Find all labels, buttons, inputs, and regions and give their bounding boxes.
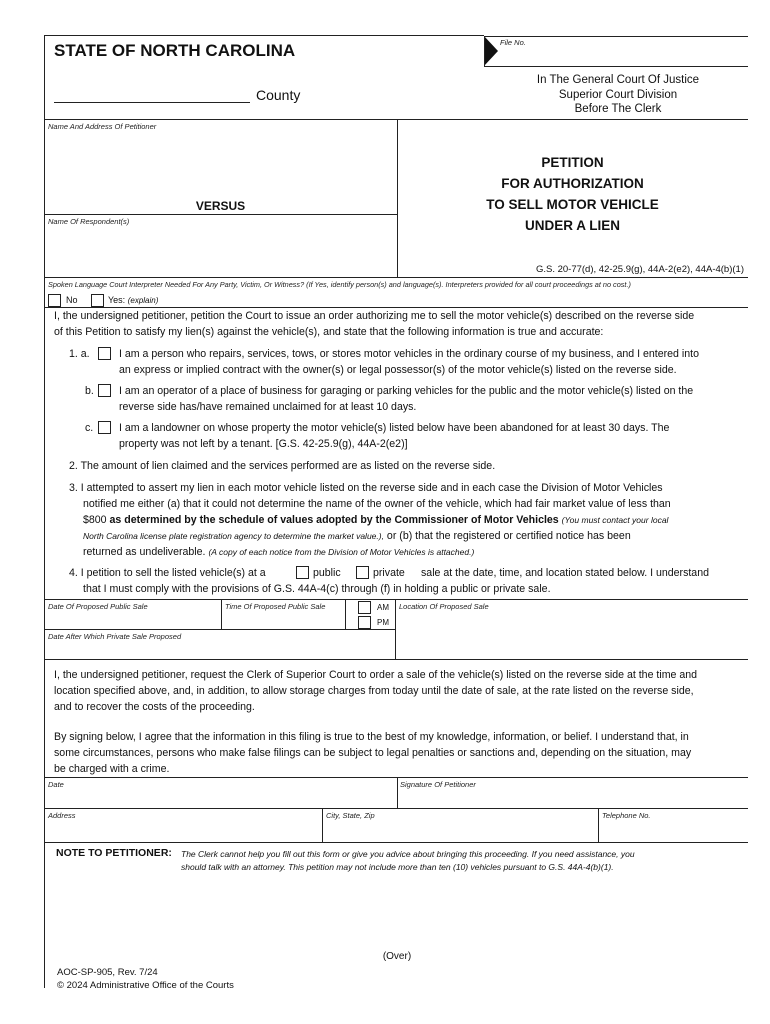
item-1c-line-2: property was not left by a tenant. [G.S. 42-25.9(g), 44A-2(e2)]: [119, 438, 408, 450]
item-1b-label: b.: [85, 385, 94, 397]
interpreter-no-checkbox[interactable]: [48, 294, 61, 307]
county-blank-line[interactable]: [54, 102, 250, 103]
affirm-line-2: some circumstances, persons who make false filings can be subject to legal penalties or sanctions and, depending on the situation, may: [54, 747, 692, 759]
request-line-3: and to recover the costs of the proceeding.: [54, 701, 255, 713]
state-title: STATE OF NORTH CAROLINA: [54, 41, 296, 60]
file-no-field[interactable]: [500, 47, 745, 65]
item-3-line-5: returned as undeliverable.: [83, 546, 206, 558]
sale-date-label: Date Of Proposed Public Sale: [48, 602, 148, 611]
sign-date-label: Date: [48, 780, 64, 789]
intro-line-1: I, the undersigned petitioner, petition the Court to issue an order authorizing me to sell the motor vehicle(s) described on the reverse side: [54, 310, 695, 322]
item-1b-line-1: I am an operator of a place of business for garaging or parking vehicles for the public and the motor vehicle(s) listed on the: [119, 385, 694, 397]
statute-reference: G.S. 20-77(d), 42-25.9(g), 44A-2(e2), 44A-4(b)(1): [535, 264, 744, 275]
petitioner-label: Name And Address Of Petitioner: [48, 122, 157, 131]
city-state-zip-field[interactable]: [326, 822, 595, 840]
item-3-note-a: (You must contact your local: [561, 515, 669, 525]
affirm-line-3: be charged with a crime.: [54, 763, 170, 775]
sale-location-label: Location Of Proposed Sale: [399, 602, 489, 611]
respondent-label: Name Of Respondent(s): [48, 217, 130, 226]
item-4-line-1b: sale at the date, time, and location stated below. I understand: [421, 567, 709, 579]
private-sale-checkbox[interactable]: [356, 566, 369, 579]
form-number: AOC-SP-905, Rev. 7/24: [57, 967, 158, 978]
interpreter-yes-label: Yes:: [108, 295, 126, 305]
public-sale-checkbox[interactable]: [296, 566, 309, 579]
interpreter-question: Spoken Language Court Interpreter Needed For Any Party, Victim, Or Witness? (If Yes, identify person(s) and language(s). Interpreters provided for all court proceedings at no cost.): [48, 280, 631, 289]
item-4-line-1a: 4. I petition to sell the listed vehicle(s) at a: [69, 567, 266, 579]
note-line-2: should talk with an attorney. This petition may not include more than ten (10) vehicles pursuant to G.S. 44A-4(b)(1).: [181, 862, 614, 872]
private-sale-date-field[interactable]: [48, 642, 392, 657]
item-3-note-c: (A copy of each notice from the Division of Motor Vehicles is attached.): [208, 547, 475, 557]
sale-time-label: Time Of Proposed Public Sale: [225, 602, 326, 611]
form-title-line-3: TO SELL MOTOR VEHICLE: [486, 197, 659, 212]
court-line-2: Superior Court Division: [558, 88, 678, 101]
form-title-line-1: PETITION: [541, 155, 604, 170]
form-title-line-4: UNDER A LIEN: [524, 218, 620, 233]
pm-checkbox[interactable]: [358, 616, 371, 629]
public-sale-label: public: [313, 567, 341, 579]
item-3-bold-clause: as determined by the schedule of values adopted by the Commissioner of Motor Vehicles: [109, 514, 559, 526]
telephone-field[interactable]: [602, 822, 745, 840]
interpreter-yes-note: (explain): [127, 296, 159, 305]
item-4-line-2: that I must comply with the provisions of G.S. 44A-4(c) through (f) in holding a public or private sale.: [83, 583, 551, 595]
item-3-line-4: or (b) that the registered or certified notice has been: [386, 530, 631, 542]
court-line-1: In The General Court Of Justice: [536, 74, 700, 86]
note-label: NOTE TO PETITIONER:: [56, 847, 172, 859]
request-line-2: location specified above, and, in addition, to allow storage charges from today until the date of sale, at the rate listed on the reverse side,: [54, 685, 694, 697]
pm-label: PM: [377, 618, 389, 627]
interpreter-explain-field[interactable]: [160, 293, 745, 306]
over-label: (Over): [382, 951, 412, 962]
sign-date-field[interactable]: [48, 790, 393, 806]
sale-date-field[interactable]: [48, 612, 218, 627]
request-line-1: I, the undersigned petitioner, request the Clerk of Superior Court to order a sale of the vehicle(s) listed on the reverse side at the time and: [54, 669, 698, 681]
private-sale-label: private: [373, 567, 405, 579]
item-3-note-b: North Carolina license plate registration agency to determine the market value.),: [83, 531, 384, 541]
item-1a-line-2: an express or implied contract with the owner(s) or legal possessor(s) of the motor vehicle(s) listed on the reverse side.: [119, 364, 677, 376]
telephone-label: Telephone No.: [602, 811, 651, 820]
item-3-amount: $800: [83, 514, 107, 526]
item-1c-line-1: I am a landowner on whose property the motor vehicle(s) listed below have been abandoned for at least 30 days. The: [119, 422, 670, 434]
versus-label: VERSUS: [195, 199, 246, 213]
item-1a-checkbox[interactable]: [98, 347, 111, 360]
respondent-field[interactable]: [48, 228, 394, 274]
private-sale-date-label: Date After Which Private Sale Proposed: [48, 632, 182, 641]
intro-line-2: of this Petition to satisfy my lien(s) against the vehicle(s), and state that the following information is true and accurate:: [54, 326, 604, 338]
interpreter-no-label: No: [66, 295, 78, 305]
city-state-zip-label: City, State, Zip: [326, 811, 375, 820]
item-2: 2. The amount of lien claimed and the services performed are as listed on the reverse side.: [69, 460, 496, 472]
address-field[interactable]: [48, 822, 318, 840]
item-3-line-1: 3. I attempted to assert my lien in each motor vehicle listed on the reverse side and in each case the Division of Motor Vehicles: [69, 482, 663, 494]
sale-location-field[interactable]: [399, 612, 745, 657]
file-no-arrow: [484, 36, 498, 66]
affirm-line-1: By signing below, I agree that the information in this filing is true to the best of my knowledge, information, or belief. I understand that, in: [54, 731, 689, 743]
item-1b-checkbox[interactable]: [98, 384, 111, 397]
am-checkbox[interactable]: [358, 601, 371, 614]
item-1c-label: c.: [85, 422, 94, 434]
court-line-3: Before The Clerk: [574, 103, 662, 115]
note-line-1: The Clerk cannot help you fill out this form or give you advice about bringing this proceeding. If you need assistance, you: [181, 849, 635, 859]
interpreter-yes-checkbox[interactable]: [91, 294, 104, 307]
county-label: County: [256, 87, 301, 103]
sale-time-field[interactable]: [225, 612, 342, 627]
file-no-label: File No.: [500, 38, 526, 47]
form-title-line-2: FOR AUTHORIZATION: [501, 176, 644, 191]
item-1a-line-1: I am a person who repairs, services, tows, or stores motor vehicles in the ordinary course of my business, and I entered into: [119, 348, 699, 360]
address-label: Address: [48, 811, 76, 820]
signature-label: Signature Of Petitioner: [400, 780, 476, 789]
petitioner-field[interactable]: [48, 133, 394, 195]
item-1c-checkbox[interactable]: [98, 421, 111, 434]
item-1b-line-2: reverse side has/have remained unclaimed for at least 10 days.: [119, 401, 417, 413]
am-label: AM: [377, 603, 389, 612]
item-1-number: 1. a.: [69, 348, 90, 360]
item-3-line-2: notified me either (a) that it could not determine the name of the owner of the vehicle, which had fair market value of less than: [83, 498, 671, 510]
copyright: © 2024 Administrative Office of the Courts: [57, 980, 234, 991]
signature-field[interactable]: [400, 790, 745, 806]
